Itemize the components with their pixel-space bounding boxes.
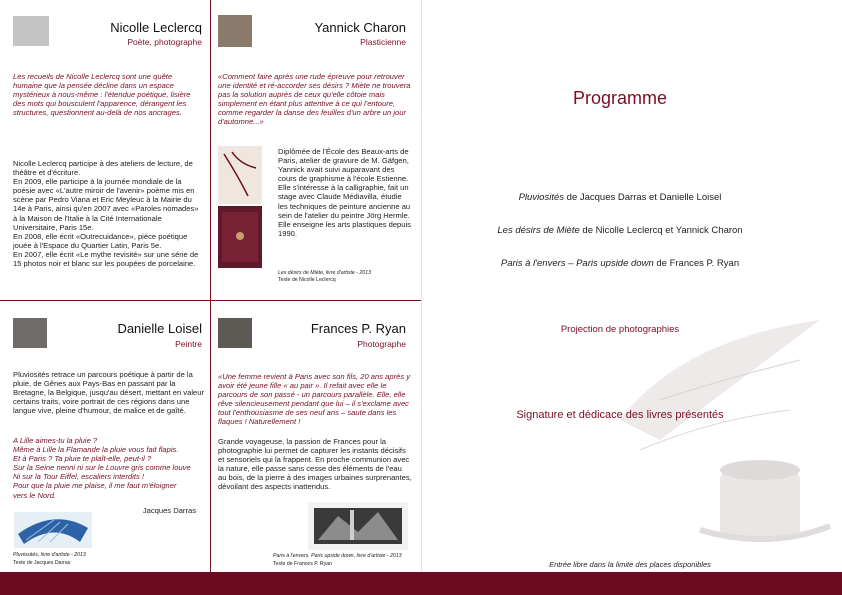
book-title: Pluviosités: [518, 192, 565, 203]
profile-bio: Grande voyageuse, la passion de Frances pour la photographie lui permet de capturer les instants décisifs et sensoriels qui la frappent. En proche communion avec la nature, elle passe sans cesse des éléments de l'eau au bois, de la pierre à des images urbaines surprenantes, dévoilant des aspects inattendus.: [218, 437, 412, 492]
bio-paragraph: Elle enseigne les arts plastiques depuis 1990.: [278, 219, 411, 238]
poem-line: Et à Paris ? Ta pluie te plaît-elle, peut-il ?: [13, 454, 152, 464]
book-image-paris: [308, 502, 408, 550]
bio-paragraph: Elle s'intéresse à la calligraphie, fait un stage avec Claude Médiavilla, étudie les techniques de peinture ancienne au sein de l'atelier du peintre Jörg Hermle.: [278, 183, 411, 220]
bio-paragraph: Nicolle Leclercq participe à des ateliers de lecture, de théâtre et d'écriture.: [13, 159, 193, 178]
profile-intro: Pluviosités retrace un parcours poétique à partir de la pluie, de Gênes aux Pays-Bas en passant par la Bretagne, la Belgique, jusqu'au désert, mettant en valeur certains traits, voire portrait de ces régions dans une langue vive, pleine d'humour, de malice et de gaîté.: [13, 370, 204, 416]
image-caption: Les désirs de Miète, livre d'artiste - 2013: [278, 270, 371, 276]
image-credit: Texte de Jacques Darras: [13, 560, 71, 566]
book-image-miete: [218, 146, 262, 268]
row-divider: [0, 300, 421, 301]
avatar-danielle: [13, 318, 47, 348]
poem-line: Même à Lille la Flamande la pluie vous fait flapis.: [13, 445, 179, 455]
programme-title: Programme: [572, 88, 668, 108]
book-authors: de Jacques Darras et Danielle Loisel: [564, 192, 722, 203]
bottom-band: [0, 572, 842, 595]
profile-role: Poète, photographe: [127, 37, 202, 47]
column-divider: [210, 0, 211, 572]
programme-item: [460, 192, 780, 203]
bio-paragraph: Diplômée de l'École des Beaux-arts de Paris, atelier de gravure de M. Gäfgen, Yannick avait suivi auparavant des cours de graphisme à l'école Estienne.: [278, 147, 409, 184]
profile-name: Yannick Charon: [314, 20, 406, 35]
panel-divider: [421, 0, 422, 572]
bio-paragraph: En 2007, elle écrit «Le mythe revisité» sur une série de 15 photos noir et blanc sur les poupées de porcelaine.: [13, 249, 199, 269]
entry-note: Entrée libre dans la limite des places disponibles: [549, 560, 711, 569]
image-caption: Pluviosités, livre d'artiste - 2013: [13, 552, 86, 558]
profile-role: Peintre: [175, 339, 202, 349]
profile-quote: Les recueils de Nicolle Leclercq sont une quête humaine que la pensée décline dans un espace mystérieux à nous-même : l'étendue poétique, lisière des mots qui bousculent l'apparence, dérangent les structures, questionnent au-delà de nos ancrages.: [13, 72, 191, 118]
poem-line: vers le Nord.: [13, 490, 57, 500]
avatar-frances: [218, 318, 252, 348]
programme-item: [460, 258, 780, 269]
profile-role: Plasticienne: [360, 37, 406, 47]
profile-name: Nicolle Leclercq: [110, 20, 202, 35]
profile-name: Danielle Loisel: [117, 321, 202, 336]
book-title: Paris à l'envers – Paris upside down: [500, 258, 654, 269]
profile-role: Photographe: [357, 339, 406, 349]
poem-line: Pour que la pluie me plaise, il me faut m'éloigner: [13, 481, 177, 491]
profile-bio: [278, 147, 412, 238]
book-authors: de Frances P. Ryan: [653, 258, 740, 269]
background-illustration: [600, 300, 842, 572]
image-caption: Paris à l'envers, Paris upside down, livre d'artiste - 2013: [273, 553, 402, 559]
profile-quote: «Une femme revient à Paris avec son fils, 20 ans après y avoir été jeune fille « au pair ». Il refait avec elle le parcours de son passé - un parcours parallèle. Elle, elle rêve silencieusement pendant que lui – il s'exclame avec tout l'enthousiasme de ses neuf ans – saute dans les flaques ! Naturellement !: [218, 372, 411, 427]
image-credit: Texte de Nicolle Leclercq: [278, 277, 336, 283]
book-authors: de Nicolle Leclercq et Yannick Charon: [579, 225, 743, 236]
projection-label: Projection de photographies: [560, 324, 680, 335]
image-credit: Texte de Frances P. Ryan: [273, 561, 333, 567]
book-title: Les désirs de Miète: [497, 225, 580, 236]
bio-paragraph: En 2008, elle écrit «Outrecuidance», pièce poétique jouée à l'Espace du Quartier Latin, Paris 5e.: [13, 231, 188, 250]
poem-line: A Lille aimes-tu la pluie ?: [13, 436, 98, 445]
profile-quote: «Comment faire après une rude épreuve pour retrouver une identité et ré-accorder ses désirs ? Miète ne trouvera pas la solution auprès de ceux qu'elle côtoie mais simplement en étant plus attentive à ce qui l'entoure, comme regarder la danse des feuilles d'un arbre un jour d'automne...»: [218, 72, 411, 127]
poem: [13, 436, 205, 500]
book-image-pluviosites: [14, 512, 92, 548]
programme-item: [460, 225, 780, 236]
profile-bio: [13, 159, 203, 268]
avatar-nicolle: [13, 16, 49, 46]
poem-line: Sur la Seine nenni ni sur le Louvre gris comme louve: [13, 463, 191, 473]
profile-name: Frances P. Ryan: [310, 321, 406, 336]
poem-signature: Jacques Darras: [142, 506, 196, 515]
avatar-yannick: [218, 15, 252, 47]
signature-label: Signature et dédicace des livres présentés: [516, 409, 724, 421]
poem-line: Ni sur la Tour Eiffel, escaliers interdits !: [13, 472, 144, 482]
bio-paragraph: En 2009, elle participe à la journée mondiale de la poésie avec «L'autre miroir de l'avenir» poème mis en scène par Pedro Viana et Eric Meyleuc à la Mairie du 14e à Paris, ainsi qu'en 2007 avec «Paroles nomades» à la Maison de l'Italie à la Cité Internationale Universitaire, Paris 15e.: [13, 177, 199, 232]
